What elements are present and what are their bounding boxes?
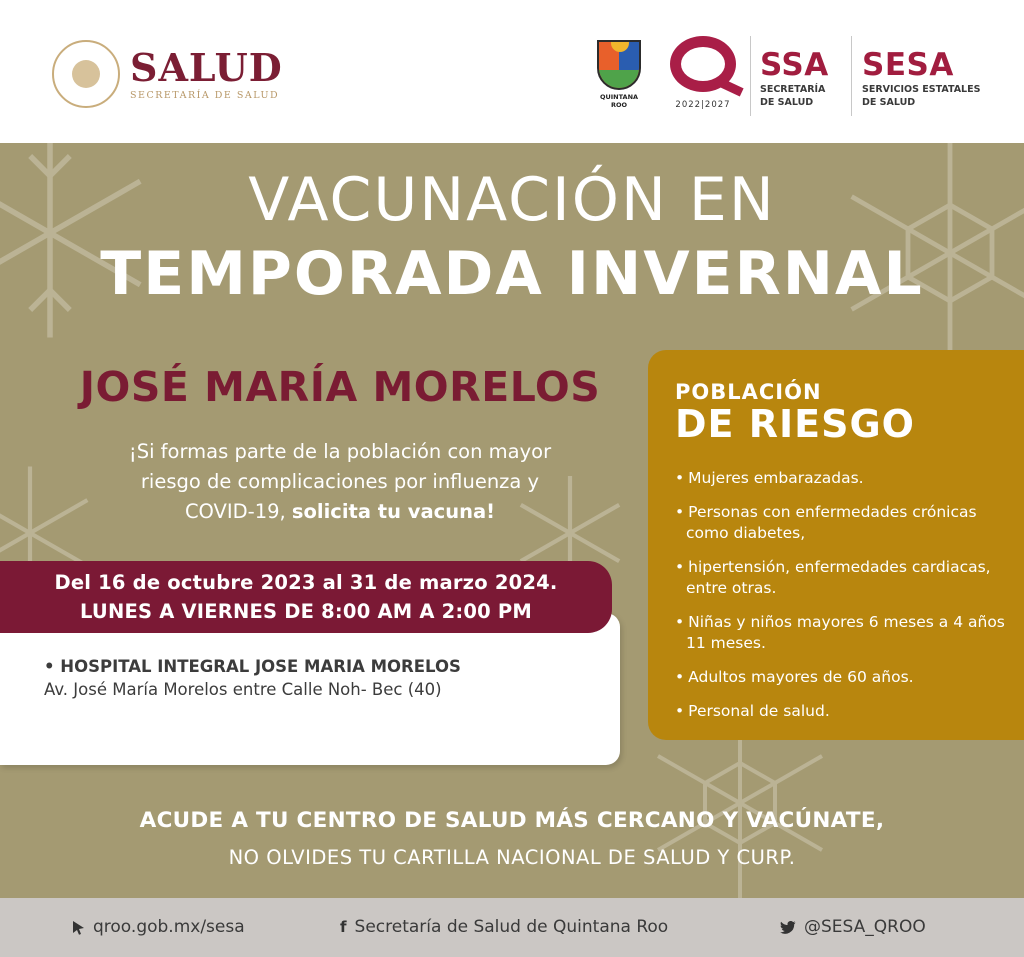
facebook-icon: f — [340, 918, 347, 936]
page-title — [0, 163, 1024, 311]
q-logo-icon — [670, 36, 736, 92]
twitter-icon — [780, 921, 796, 934]
government-years: 2022|2027 — [675, 100, 731, 110]
risk-item: • Mujeres embarazadas. — [675, 468, 1015, 489]
cta-line2: NO OLVIDES TU CARTILLA NACIONAL DE SALUD Y CURP. — [228, 846, 796, 869]
venue-name: • HOSPITAL INTEGRAL JOSE MARIA MORELOS — [44, 657, 461, 676]
salud-title: SALUD — [130, 44, 283, 90]
header-divider — [851, 36, 852, 116]
quintana-roo-label: QUINTANA ROO — [599, 93, 639, 109]
footer-facebook-link[interactable]: Secretaría de Salud de Quintana Roo — [354, 917, 669, 937]
venue-info — [44, 655, 461, 701]
title-line2: TEMPORADA INVERNAL — [100, 239, 924, 309]
footer — [0, 898, 1024, 957]
sesa-logo — [862, 48, 980, 108]
cta-line1: ACUDE A TU CENTRO DE SALUD MÁS CERCANO Y VACÚNATE, — [139, 808, 885, 833]
sesa-line2: DE SALUD — [862, 97, 916, 108]
risk-title-big: DE RIESGO — [675, 402, 915, 446]
town-name: JOSÉ MARÍA MORELOS — [79, 363, 601, 411]
ssa-line1: SECRETARÍA — [760, 84, 826, 95]
state-government-logo — [664, 36, 742, 110]
main-band — [0, 143, 1024, 898]
cursor-icon — [72, 920, 85, 935]
intro-line3-a: COVID-19, — [184, 500, 292, 523]
risk-title-small: POBLACIÓN — [675, 380, 822, 404]
national-seal-icon — [52, 40, 120, 108]
footer-twitter[interactable] — [780, 917, 926, 937]
footer-facebook[interactable] — [340, 917, 668, 937]
risk-item: • hipertensión, enfermedades cardiacas, entre otras. — [675, 557, 1015, 599]
quintana-roo-shield-icon — [597, 40, 641, 90]
header-divider — [750, 36, 751, 116]
risk-item: • Adultos mayores de 60 años. — [675, 667, 1015, 688]
venue-address: Av. José María Morelos entre Calle Noh- Bec (40) — [44, 680, 442, 699]
schedule-banner — [0, 561, 612, 633]
risk-population-box — [648, 350, 1024, 740]
intro-line3 — [30, 497, 650, 527]
footer-web-link[interactable]: qroo.gob.mx/sesa — [93, 917, 245, 937]
intro-text — [30, 437, 650, 527]
intro-line1: ¡Si formas parte de la población con mayor — [128, 440, 552, 463]
schedule-hours: LUNES A VIERNES DE 8:00 AM A 2:00 PM — [79, 600, 532, 623]
salud-subtitle: SECRETARÍA DE SALUD — [130, 89, 280, 101]
risk-item: • Personas con enfermedades crónicas como diabetes, — [675, 502, 1015, 544]
sesa-line1: SERVICIOS ESTATALES — [862, 84, 981, 95]
intro-cta: solicita tu vacuna! — [291, 500, 496, 523]
quintana-roo-logo — [592, 40, 646, 109]
ssa-line2: DE SALUD — [760, 97, 814, 108]
ssa-title: SSA — [760, 47, 829, 83]
risk-item: • Personal de salud. — [675, 701, 1015, 722]
risk-item: • Niñas y niños mayores 6 meses a 4 años 11 meses. — [675, 612, 1015, 654]
footer-twitter-link[interactable]: @SESA_QROO — [804, 917, 926, 937]
risk-list — [675, 468, 1015, 735]
schedule-dates: Del 16 de octubre 2023 al 31 de marzo 2024. — [54, 571, 558, 594]
intro-line2: riesgo de complicaciones por influenza y — [140, 470, 540, 493]
title-line1: VACUNACIÓN EN — [248, 165, 776, 235]
ssa-logo — [760, 48, 829, 108]
header — [0, 0, 1024, 143]
footer-web[interactable] — [72, 917, 245, 937]
sesa-title: SESA — [862, 47, 954, 83]
salud-logo — [52, 40, 283, 108]
